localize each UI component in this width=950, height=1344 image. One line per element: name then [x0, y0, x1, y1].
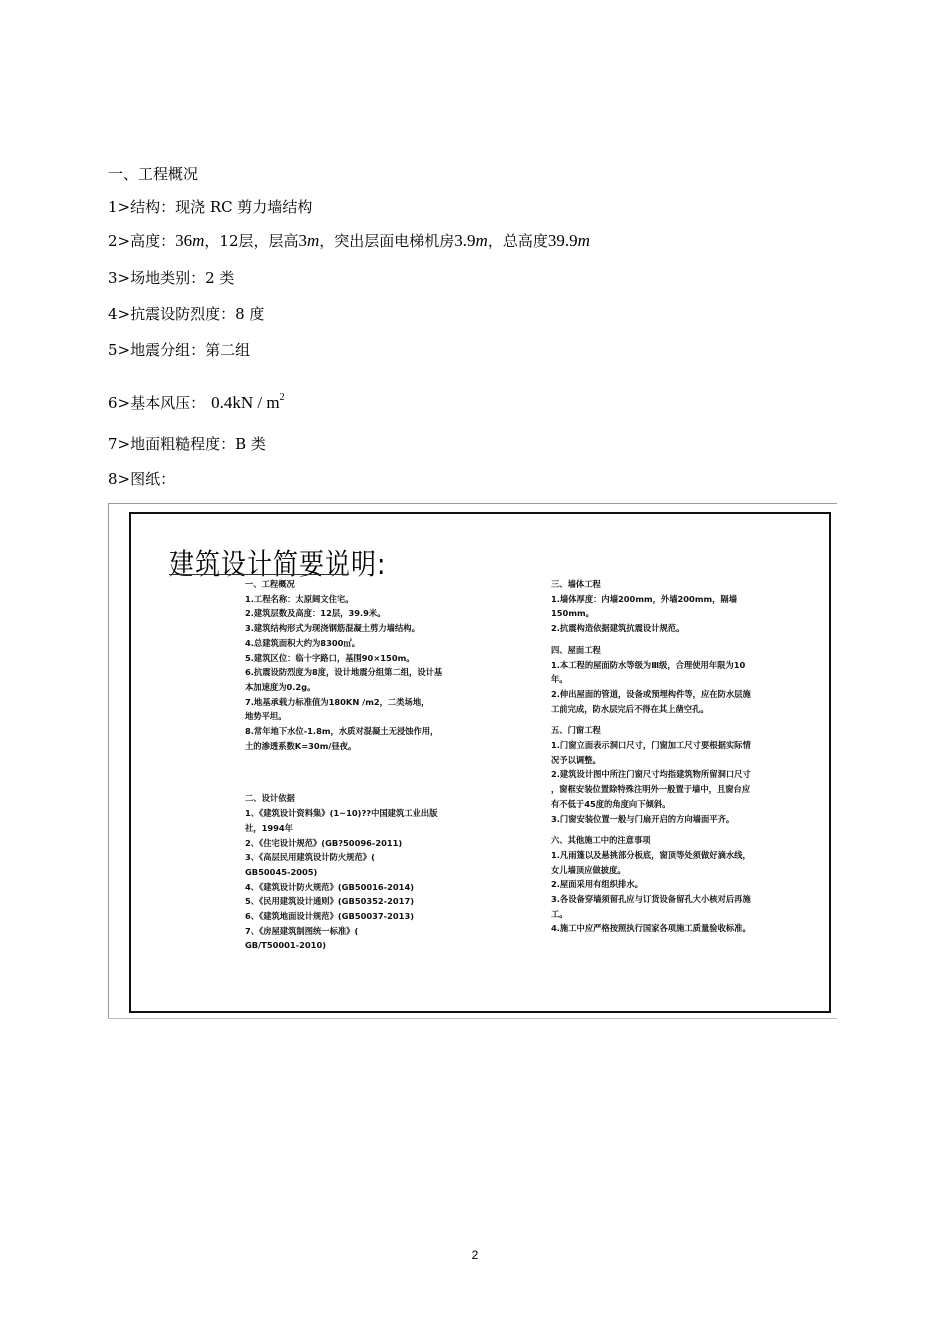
drawing-note-line: 7.地基承载力标准值为180KN /m2，二类场地， [245, 696, 430, 707]
drawing-note-line: 8.常年地下水位-1.8m，水质对混凝土无浸蚀作用， [245, 726, 439, 737]
spacer [245, 753, 435, 791]
drawing-note-line: 4.施工中应严格按照执行国家各项施工质量验收标准。 [551, 923, 751, 934]
drawing-note-line: 工前完成，防水层完后不得在其上凿空孔。 [551, 703, 709, 714]
drawing-note-line: 7、《房屋建筑制图统一标准》( [245, 925, 359, 936]
height-mid-1: ，12层，层高 [204, 232, 299, 250]
spacer [551, 716, 737, 723]
item-structure: 1>结构：现浇 RC 剪力墙结构 [108, 198, 313, 216]
drawing-image [108, 503, 837, 1019]
drawing-note-line: 1.本工程的屋面防水等级为Ⅲ级，合理使用年限为10 [551, 659, 746, 670]
wind-formula: $0.4kN / m^2$ [211, 392, 285, 412]
drawing-note-line: 一、工程概况 [245, 579, 295, 589]
drawing-note-line: 2.屋面采用有组织排水。 [551, 879, 643, 890]
page-number: 2 [471, 1248, 479, 1262]
drawing-note-line: 四、屋面工程 [551, 644, 601, 655]
drawing-note-line: 5、《民用建筑设计通则》(GB50352-2017) [245, 896, 415, 907]
drawing-title-underline [169, 574, 349, 575]
height-value-2: 3m [298, 231, 320, 250]
drawing-note-line: 2.伸出屋面的管道，设备或预埋构件等，应在防水层施 [551, 688, 751, 699]
drawing-note-line: 6、《建筑地面设计规范》(GB50037-2013) [245, 911, 415, 922]
drawing-note-line: 2、《住宅设计规范》(GB?50096-2011) [245, 837, 403, 848]
drawing-note-line: 二、设计依据 [245, 793, 295, 804]
drawing-note-line: GB50045-2005) [245, 866, 318, 877]
drawing-note-line: 2.抗震构造依据建筑抗震设计规范。 [551, 623, 685, 634]
drawing-note-line: 1.墙体厚度：内墙200mm，外墙200mm，隔墙 [551, 593, 738, 604]
drawing-note-line: 社，1994年 [245, 822, 293, 833]
drawing-note-line: 2.建筑层数及高度：12层，39.9米。 [245, 608, 386, 619]
drawing-note-line: 本加速度为0.2g。 [245, 681, 316, 692]
section-heading: 一、工程概况 [108, 165, 199, 183]
height-value-3: 3.9m [454, 231, 488, 250]
item-roughness: 7>地面粗糙程度：B 类 [108, 435, 266, 453]
drawing-note-line: 3、《高层民用建筑设计防火规范》( [245, 852, 375, 863]
drawing-note-line: 3.各设备穿墙须留孔应与订货设备留孔大小核对后再施 [551, 894, 751, 905]
item-height [108, 231, 590, 251]
height-mid-3: ，总高度 [487, 232, 548, 250]
height-value-1: 36m [175, 231, 205, 250]
drawing-title: 建筑设计简要说明: [169, 547, 387, 582]
drawing-note-line: 1、《建筑设计资料集》(1~10)??中国建筑工业出版 [245, 808, 438, 819]
drawing-note-line: 有不低于45度的角度向下倾斜。 [551, 798, 671, 809]
drawing-note-line: 1.工程名称：太原阔文住宅。 [245, 593, 354, 604]
drawing-note-line: 3.门窗安装位置一般与门扇开启的方向墙面平齐。 [551, 813, 735, 824]
drawing-note-line: 地势平坦。 [245, 711, 287, 722]
drawing-note-line: 工。 [551, 908, 568, 919]
drawing-note-line: 4.总建筑面积大约为8300㎡。 [245, 637, 360, 648]
drawing-left-column [245, 577, 443, 953]
drawing-frame [129, 512, 831, 1013]
drawing-note-line: 年。 [551, 674, 568, 685]
item-seismic-intensity: 4>抗震设防烈度：8 度 [108, 305, 265, 323]
height-prefix: 2>高度： [108, 232, 176, 250]
drawing-note-line: 4、《建筑设计防火规范》(GB50016-2014) [245, 881, 415, 892]
height-value-4: 39.9m [547, 231, 590, 250]
wind-prefix: 6>基本风压： [108, 394, 206, 412]
drawing-note-line: 5.建筑区位：临十字路口，基围90×150m。 [245, 652, 415, 663]
drawing-note-line: 3.建筑结构形式为现浇钢筋混凝土剪力墙结构。 [245, 623, 420, 634]
drawing-note-line: GB/T50001-2010) [245, 940, 327, 951]
drawing-note-line: 2.建筑设计图中所注门窗尺寸均指建筑物所留洞口尺寸 [551, 769, 751, 780]
drawing-note-line: 六、其他施工中的注意事项 [551, 835, 651, 846]
drawing-note-line: ，窗框安装位置除特殊注明外一般置于墙中，且窗台应 [551, 784, 751, 795]
drawing-note-line: 三、墙体工程 [551, 579, 601, 589]
drawing-note-line: 6.抗震设防烈度为8度，设计地震分组第二组，设计基 [245, 667, 443, 678]
drawing-right-column [551, 577, 751, 936]
item-wind-pressure [108, 384, 285, 417]
height-mid-2: ，突出层面电梯机房 [319, 232, 455, 250]
drawing-note-line: 女儿墙顶应做披度。 [551, 864, 626, 875]
drawing-note-line: 1.门窗立面表示洞口尺寸，门窗加工尺寸要根据实际情 [551, 740, 751, 751]
drawing-note-line: 150mm。 [551, 608, 594, 619]
item-seismic-group: 5>地震分组：第二组 [108, 341, 251, 359]
spacer [551, 636, 737, 643]
item-drawings: 8>图纸： [108, 470, 176, 488]
drawing-note-line: 况予以调整。 [551, 754, 601, 765]
item-site-class: 3>场地类别：2 类 [108, 269, 235, 287]
drawing-note-line: 五、门窗工程 [551, 725, 601, 736]
drawing-note-line: 1.凡雨篷以及悬挑部分板底，窗顶等处须做好滴水线， [551, 849, 751, 860]
spacer [551, 826, 737, 833]
drawing-note-line: 土的渗透系数K=30m/昼夜。 [245, 740, 357, 751]
